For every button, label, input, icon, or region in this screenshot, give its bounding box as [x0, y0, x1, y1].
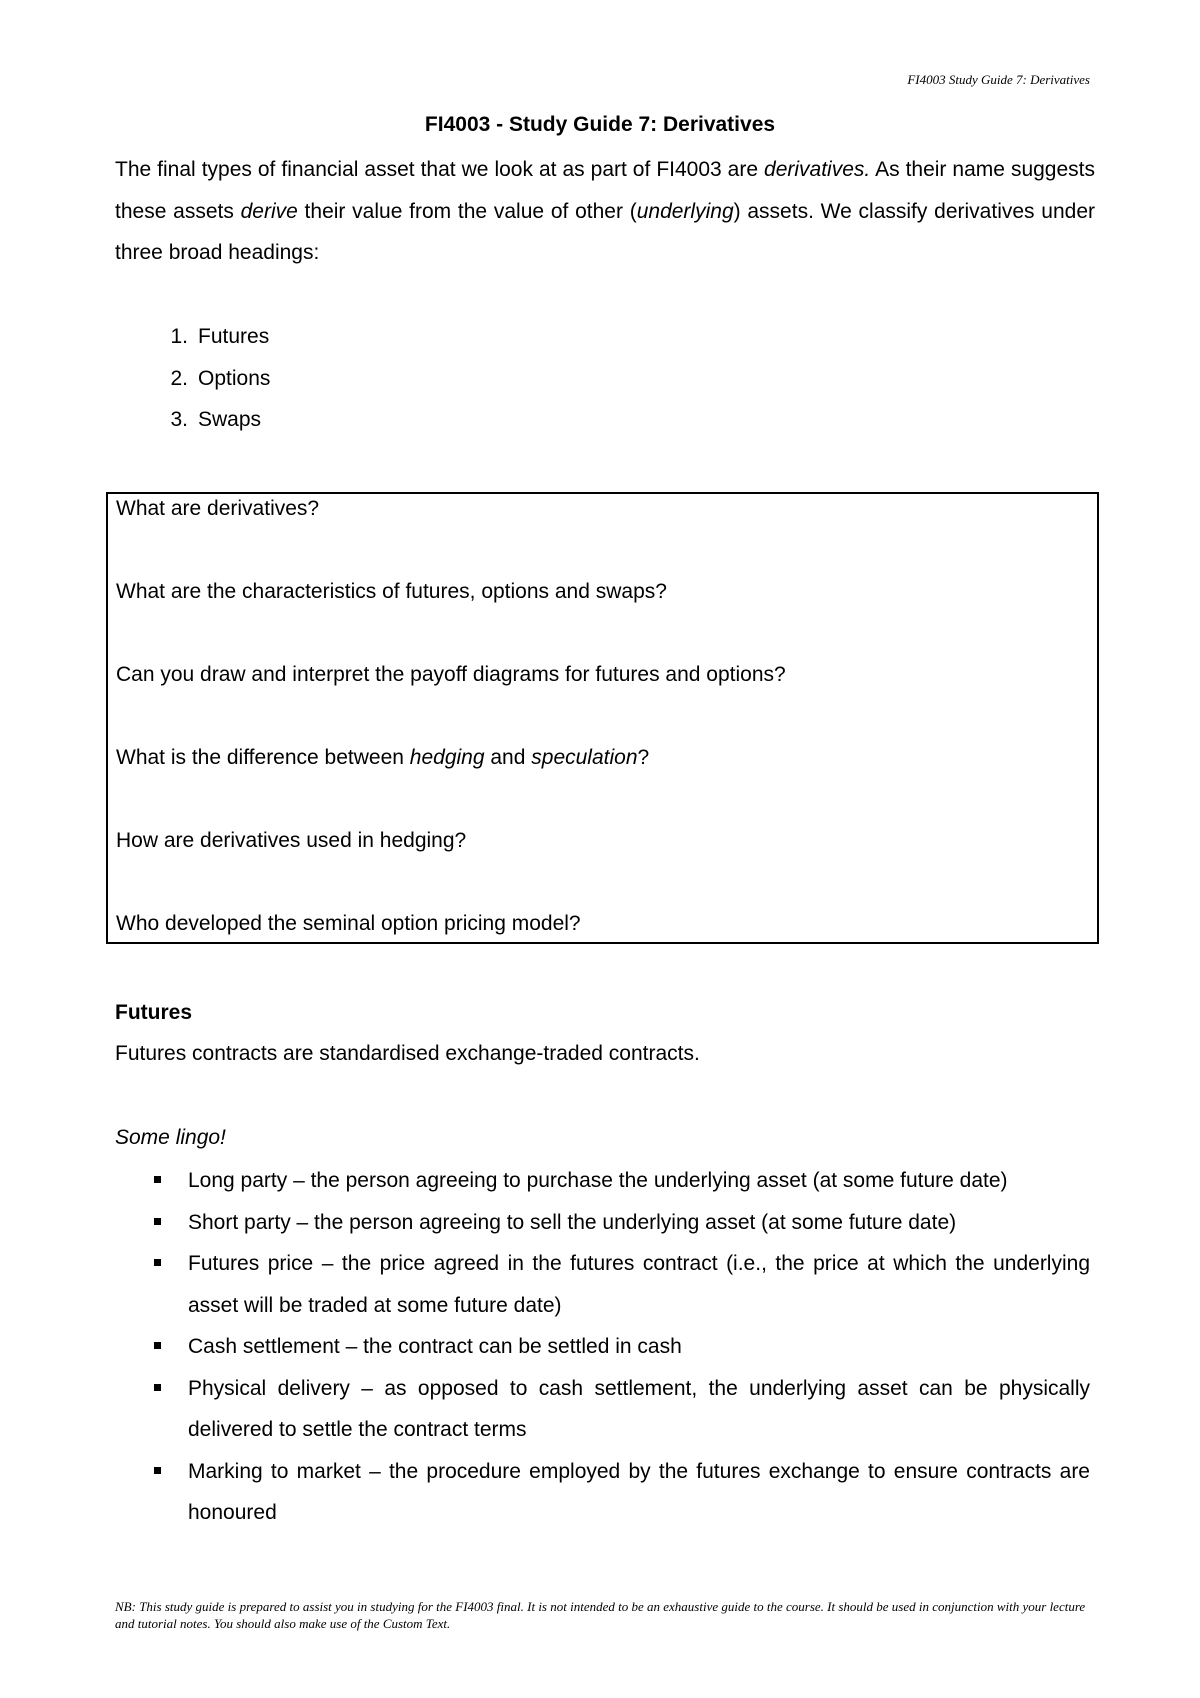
- question-4-em-hedging: hedging: [409, 746, 485, 769]
- square-bullet-icon: [154, 1218, 161, 1225]
- list-item: [115, 358, 270, 400]
- list-label: Swaps: [198, 408, 262, 431]
- list-number: 2.: [170, 366, 188, 390]
- intro-text-2: As their name suggests these assets: [115, 158, 1095, 223]
- intro-em-derivatives: derivatives.: [764, 158, 871, 181]
- list-item: [150, 1451, 1090, 1534]
- list-label: Futures: [198, 325, 270, 348]
- intro-em-derive: derive: [240, 199, 298, 223]
- running-header: FI4003 Study Guide 7: Derivatives: [907, 72, 1090, 87]
- term-text: Long party – the person agreeing to purchase the underlying asset (at some future date): [188, 1169, 1008, 1192]
- list-label: Options: [198, 366, 271, 390]
- list-item: [150, 1326, 1090, 1368]
- list-item: [115, 399, 270, 441]
- term-text: Marking to market – the procedure employed by the futures exchange to ensure contracts are honoured: [188, 1459, 1090, 1524]
- page-title: FI4003 - Study Guide 7: Derivatives: [424, 113, 776, 136]
- list-number: 1.: [170, 325, 188, 348]
- list-item: [150, 1202, 1090, 1244]
- question-4-text-c: ?: [637, 746, 650, 769]
- question-4-text-a: What is the difference between: [116, 746, 410, 769]
- list-item: [150, 1243, 1090, 1326]
- list-item: [115, 316, 270, 358]
- square-bullet-icon: [154, 1176, 161, 1183]
- footnote: NB: This study guide is prepared to assist you in studying for the FI4003 final. It is not intended to be an exhaustive guide to the course. It should be used in conjunction with your lecture and tutorial notes. You should also make use of the Custom Text.: [115, 1599, 1086, 1631]
- square-bullet-icon: [154, 1384, 161, 1391]
- question-4-em-speculation: speculation: [531, 746, 638, 769]
- question-2: What are the characteristics of futures, options and swaps?: [116, 580, 667, 603]
- intro-em-underlying: underlying: [636, 199, 734, 223]
- futures-description: Futures contracts are standardised exchange-traded contracts.: [115, 1042, 700, 1065]
- derivative-types-list: [115, 316, 270, 441]
- lingo-terms-list: [150, 1160, 1090, 1534]
- lingo-label: Some lingo!: [115, 1126, 226, 1149]
- term-text: Cash settlement – the contract can be settled in cash: [188, 1335, 682, 1358]
- question-3: Can you draw and interpret the payoff diagrams for futures and options?: [116, 663, 786, 686]
- square-bullet-icon: [154, 1467, 161, 1474]
- question-4: [116, 743, 649, 773]
- intro-text-1: The final types of financial asset that we look at as part of FI4003 are: [115, 158, 765, 181]
- question-6: Who developed the seminal option pricing model?: [116, 912, 581, 935]
- list-item: [150, 1368, 1090, 1451]
- study-questions-box: [106, 492, 1099, 944]
- intro-paragraph: [115, 149, 1095, 274]
- intro-text-4: ) assets. We classify derivatives under three broad headings:: [115, 199, 1096, 264]
- question-1: What are derivatives?: [116, 497, 320, 520]
- term-text: Futures price – the price agreed in the futures contract (i.e., the price at which the underlying asset will be traded at some future date): [188, 1252, 1090, 1317]
- list-item: [150, 1160, 1090, 1202]
- square-bullet-icon: [154, 1259, 161, 1266]
- term-text: Short party – the person agreeing to sell the underlying asset (at some future date): [188, 1210, 957, 1234]
- question-4-text-b: and: [484, 746, 532, 769]
- intro-text-3: their value from the value of other (: [297, 199, 637, 223]
- list-number: 3.: [170, 408, 188, 431]
- square-bullet-icon: [154, 1342, 161, 1349]
- futures-heading: Futures: [115, 1001, 193, 1024]
- term-text: Physical delivery – as opposed to cash settlement, the underlying asset can be physically delivered to settle the contract terms: [188, 1376, 1090, 1441]
- question-5: How are derivatives used in hedging?: [116, 829, 467, 852]
